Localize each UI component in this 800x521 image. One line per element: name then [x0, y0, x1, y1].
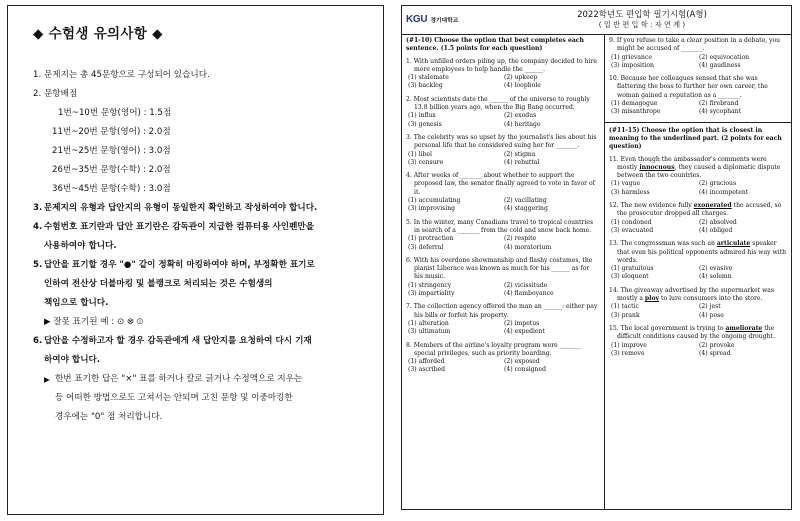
question: 1. With unfilled orders piling up, the company decided to hire more employees to help handle the ______. (1) stalemate (2) upkeep (3) backlog (4) loophole [406, 57, 597, 90]
underlined-word: articulate [716, 240, 751, 248]
section-divider [605, 122, 791, 123]
score-row: 11번~20번 문항(영어) : 2.0점 [52, 127, 171, 137]
exam-page [401, 5, 792, 510]
underlined-word: innocuous [639, 163, 675, 171]
kgu-logo: KGU 경기대학교 [406, 14, 459, 25]
question: 8. Members of the airline's loyalty program were _______ special privileges, such as priority boarding. (1) afforded (2) exposed (3) ascribed (4) consigned [406, 341, 582, 374]
question: 13. The congressman was such an articulate speaker that even his political opponents admired his way with words. (1) gratuitous (2) evasive (3) eloquent (4) solemn [609, 240, 787, 281]
question: 4. After weeks of _______ about whether to support the proposed law, the senator finally agreed to vote in favor of it. (1) accumulating (2) vacillating (3) improvising (4) staggering [406, 172, 595, 213]
section-instruction: (#1-10) Choose the option that best completes each sentence. (1.5 points for each question) [406, 37, 584, 53]
section-instruction: (#11-15) Choose the option that is closest in meaning to the underlined part. (2 points for each question) [609, 126, 782, 151]
marking-examples-icon: ⊙ ⊗ ⦶ [116, 317, 144, 327]
instructions-list [33, 66, 378, 427]
question: 3. The celebrity was so upset by the journalist's lies about his personal life that he considered suing her for _______. (1) libel (2) stigma (3) censure (4) rebuttal [406, 133, 597, 166]
score-row: 26번~35번 문항(수학) : 2.0점 [52, 165, 171, 175]
exam-title: 2022학년도 편입학 필기시험(A형) [577, 10, 707, 20]
exam-header [402, 6, 791, 35]
exam-subtitle: ( 일 반 편 입 학 : 자 연 계 ) [598, 20, 686, 29]
question-column-right [605, 34, 791, 509]
question: 9. If you refuse to take a clear position in a debate, you might be accused of _______. (1) grievance (2) equivocation (3) imposition (4) gaudiness [609, 37, 781, 69]
instructions-page [7, 5, 384, 515]
question: 10. Because her colleagues sensed that she was flattering the boss to further her own career, the woman gained a reputation as a _______. (1) demagogue (2) firebrand (3) misanthrope (4) sycophant [609, 75, 768, 116]
question: 2. Most scientists date the ______ of the universe to roughly 13.8 billion years ago, when the Big Bang occurred. (1) influx (2) exodus (3) genesis (4) heritage [406, 95, 590, 128]
question: 12. The new evidence fully exonerated the accused, so the prosecutor dropped all charges. (1) condoned (2) absolved (3) evacuated (4) obliged [609, 202, 782, 234]
question: 5. In the winter, many Canadians travel to tropical countries in search of a _______ from the cold and snow back home. (1) protraction (2) respite (3) deferral (4) moratorium [406, 218, 594, 251]
instruction-2: 2. 문항배점 [33, 89, 78, 99]
wrong-marking-example: ▶ 잘못 표기된 예 : ⊙ ⊗ ⦶ [44, 317, 144, 327]
instruction-4: 4. 수험번호 표기란과 답안 표기란은 감독관이 지급한 컴퓨터용 사인펜만을 사용하여야 합니다. [33, 222, 314, 251]
instruction-3: 3. 문제지의 유형과 답안지의 유형이 동일한지 확인하고 작성하여야 합니다. [33, 203, 318, 213]
score-row: 36번~45번 문항(수학) : 3.0점 [52, 184, 171, 194]
question: 11. Even though the ambassador's comments were mostly innocuous, they caused a diplomatic dispute between the two countries. (1) vague (2) gracious (3) harmless (4) incompetent [609, 155, 781, 196]
question: 15. The local government is trying to ameliorate the difficult conditions caused by the ongoing drought. (1) improve (2) provoke (3) remove (4) spread [609, 324, 775, 357]
instructions-title: ◆ 수험생 유의사항 ◆ [33, 26, 163, 42]
instruction-5: 5. 답안을 표기할 경우 "●" 같이 정확히 마킹하여야 하며, 부정확한 표기로 인하여 전산상 더블마킹 및 블랭크로 처리되는 것은 수험생의 책임으로 합니다. [33, 260, 315, 308]
question: 7. The collection agency offered the man an ______: either pay his bills or forfeit his property. (1) alteration (2) impetus (3) ultimatum (4) expedient [406, 303, 598, 336]
underlined-word: exonerated [693, 202, 732, 210]
underlined-word: ploy [644, 295, 660, 303]
instruction-6: 6. 답안을 수정하고자 할 경우 감독관에게 새 답안지를 요청하여 다시 기재 하여야 합니다. [33, 336, 312, 365]
question-column-left [402, 34, 605, 509]
score-row: 21번~25번 문항(영어) : 3.0점 [52, 146, 171, 156]
underlined-word: ameliorate [725, 324, 763, 332]
instruction-6-note: ▶ 한번 표기한 답은 "×" 표를 하거나 칼로 긁거나 수정액으로 지우는 등 어떠한 방법으로도 고쳐서는 안되며 고친 문항 및 이중마킹한 경우에는 "0" 점 처리합니다. [33, 370, 378, 427]
question: 14. The giveaway advertised by the supermarket was mostly a ploy to lure consumers into the store. (1) tactic (2) jest (3) prank (4) pose [609, 286, 775, 319]
arrow-icon: ▶ [44, 375, 50, 384]
question: 6. With his overdone showmanship and flashy costumes, the pianist Liberace was known as much for his ______ as for his music. (1) stringency (2) vicissitude (3) impartiality (4) flamboyance [406, 256, 593, 298]
score-row: 1번~10번 문항(영어) : 1.5점 [58, 108, 172, 118]
instruction-1: 1. 문제지는 총 45문항으로 구성되어 있습니다. [33, 70, 210, 80]
